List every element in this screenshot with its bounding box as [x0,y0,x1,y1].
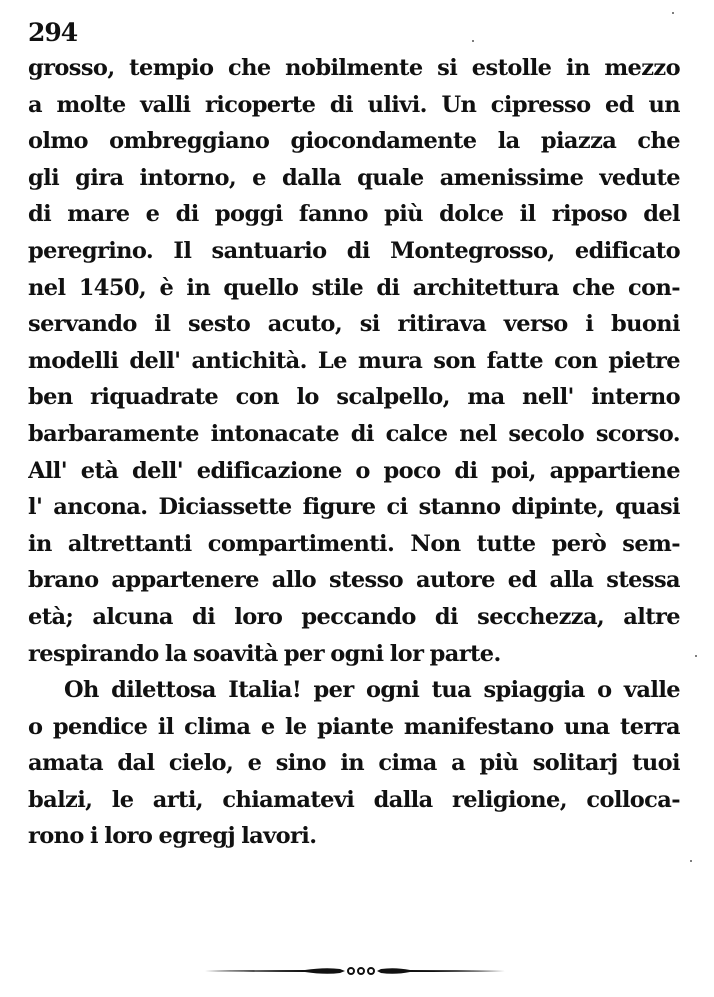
text-line: in altrettanti compartimenti. Non tutte però sem- [28,530,680,557]
text-line: età; alcuna di loro peccando di secchezza, altre [28,603,680,630]
text-line: ben riquadrate con lo scalpello, ma nell' interno [28,384,680,411]
text-line: respirando la soavità per ogni lor parte. [28,640,501,667]
text-line: nel 1450, è in quello stile di architettura che con- [28,274,680,301]
text-line: a molte valli ricoperte di ulivi. Un cipresso ed un [28,91,680,118]
text-line: gli gira intorno, e dalla quale amenissime vedute [28,164,680,191]
text-line: l' ancona. Diciassette figure ci stanno dipinte, quasi [28,494,680,521]
speck [672,12,674,14]
text-line: olmo ombreggiano giocondamente la piazza che [28,128,680,155]
text-line: Oh dilettosa Italia! per ogni tua spiaggia o valle [64,677,680,704]
text-line: di mare e di poggi fanno più dolce il riposo del [28,201,680,228]
speck [695,655,697,657]
page-number: 294 [28,18,78,47]
text-line: grosso, tempio che nobilmente si estolle in mezzo [28,55,680,81]
text-line: balzi, le arti, chiamatevi dalla religione, colloca- [28,786,680,813]
ornament-rule [205,966,505,976]
text-line: barbaramente intonacate di calce nel secolo scorso. [28,420,680,447]
text-line: peregrino. Il santuario di Montegrosso, edificato [28,237,680,264]
body-text [28,50,680,855]
text-line: All' età dell' edificazione o poco di poi, appartiene [28,457,680,484]
text-line: o pendice il clima e le piante manifestano una terra [28,713,680,740]
text-line: servando il sesto acuto, si ritirava verso i buoni [28,311,680,338]
speck [472,40,474,42]
text-line: rono i loro egregj lavori. [28,823,317,850]
text-line: brano appartenere allo stesso autore ed alla stessa [28,567,680,594]
speck [690,860,692,862]
text-line: amata dal cielo, e sino in cima a più solitarj tuoi [28,750,680,777]
text-line: modelli dell' antichità. Le mura son fatte con pietre [28,347,680,374]
